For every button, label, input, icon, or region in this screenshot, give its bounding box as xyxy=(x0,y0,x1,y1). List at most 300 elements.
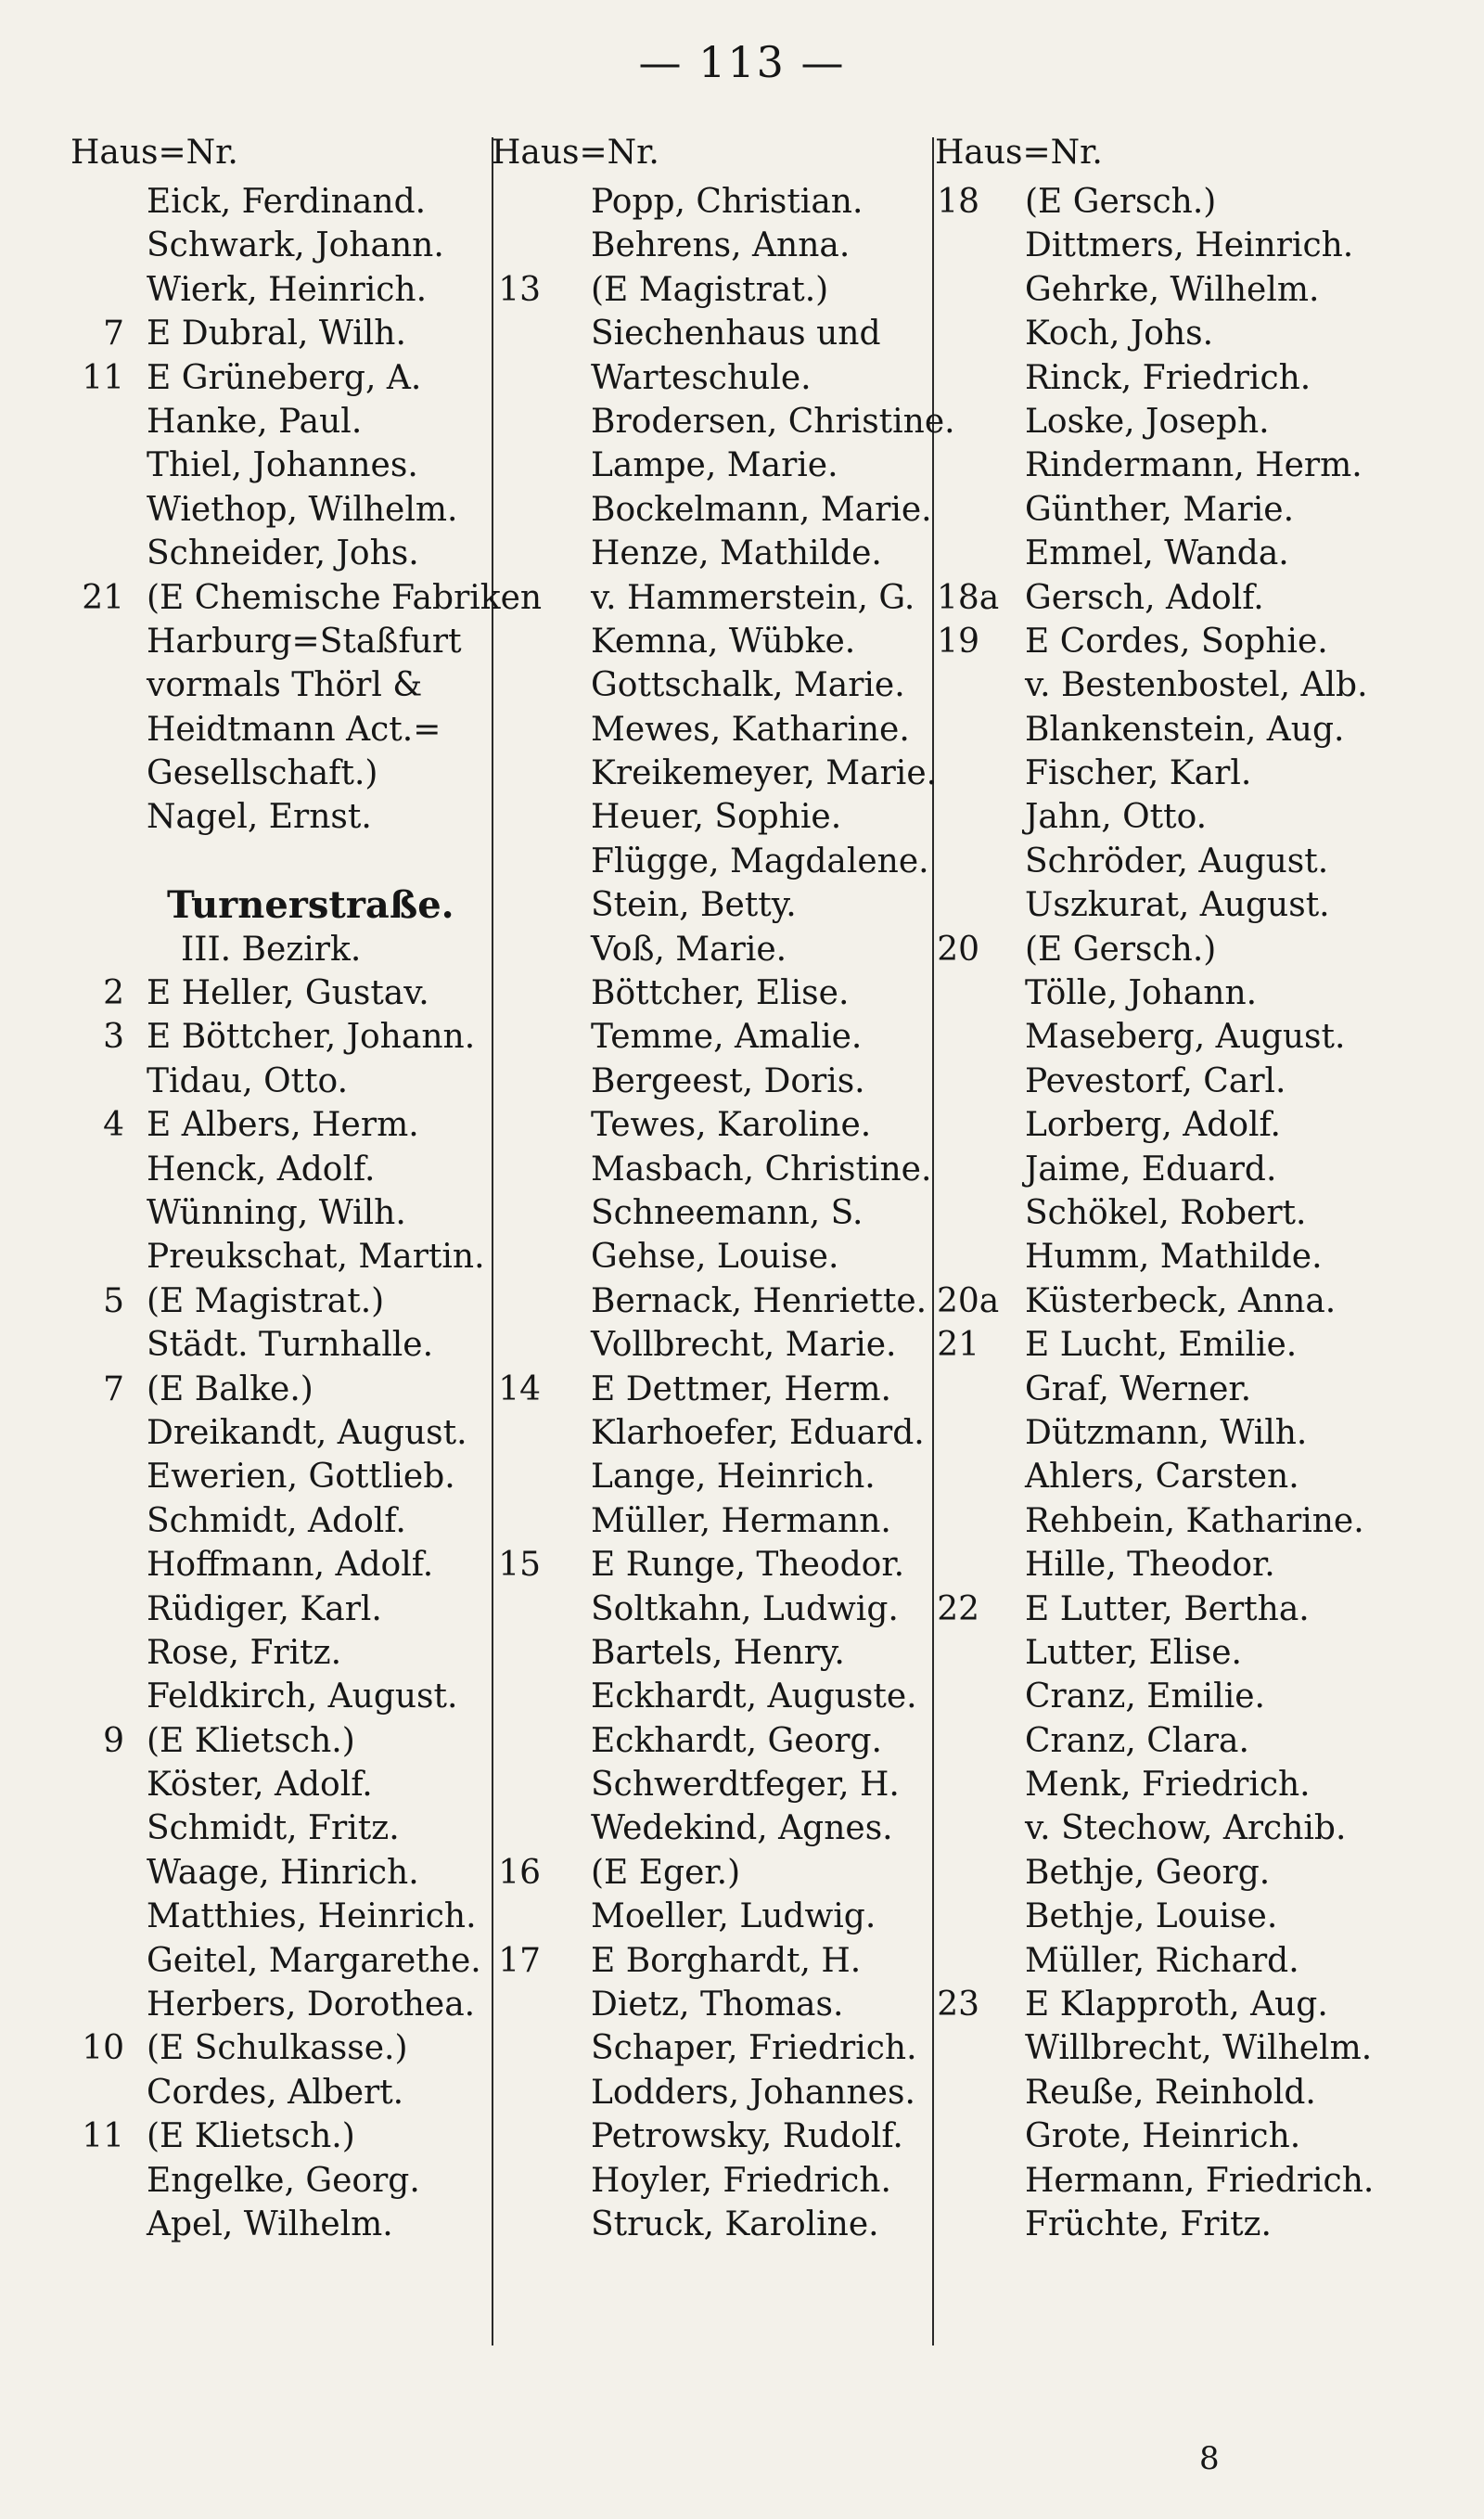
resident-name: Gehrke, Wilhelm. xyxy=(1025,270,1320,309)
directory-entry xyxy=(937,443,1438,487)
resident-name: Früchte, Fritz. xyxy=(1025,2204,1272,2243)
resident-name: (E Chemische Fabriken xyxy=(147,578,543,617)
resident-name: Schmidt, Fritz. xyxy=(147,1809,400,1848)
directory-entry xyxy=(496,1015,937,1059)
resident-name: Schökel, Robert. xyxy=(1025,1193,1307,1232)
house-number: 15 xyxy=(498,1546,541,1585)
directory-entry xyxy=(65,1587,501,1631)
directory-entry xyxy=(937,2026,1438,2070)
directory-entry xyxy=(496,1543,937,1587)
directory-entry xyxy=(937,928,1438,971)
resident-name: (E Gersch.) xyxy=(1025,930,1217,969)
resident-name: Böttcher, Elise. xyxy=(591,974,850,1013)
directory-entry xyxy=(937,752,1438,795)
resident-name: Bergeest, Doris. xyxy=(591,1061,865,1100)
resident-name: (E Eger.) xyxy=(591,1853,741,1892)
resident-name: Gersch, Adolf. xyxy=(1025,578,1264,617)
directory-entry xyxy=(937,1939,1438,1983)
directory-entry xyxy=(65,708,501,752)
directory-entry xyxy=(65,312,501,355)
directory-entry xyxy=(937,1719,1438,1763)
directory-entry xyxy=(65,180,501,224)
resident-name: E Klapproth, Aug. xyxy=(1025,1986,1328,2024)
directory-entry xyxy=(65,1368,501,1411)
directory-entry xyxy=(937,356,1438,400)
directory-entry xyxy=(937,883,1438,927)
house-number: 11 xyxy=(82,358,124,397)
directory-entry xyxy=(496,1499,937,1543)
resident-name: Rinck, Friedrich. xyxy=(1025,358,1311,397)
resident-name: Voß, Marie. xyxy=(591,930,787,969)
directory-entry xyxy=(65,840,501,883)
resident-name: (E Klietsch.) xyxy=(147,2117,355,2156)
directory-entry xyxy=(496,400,955,443)
resident-name: Lange, Heinrich. xyxy=(591,1458,876,1497)
resident-name: v. Hammerstein, G. xyxy=(591,578,915,617)
signature-mark: 8 xyxy=(1199,2440,1220,2477)
directory-entry xyxy=(937,1368,1438,1411)
directory-entry xyxy=(937,1763,1438,1806)
directory-entry xyxy=(65,795,501,839)
resident-name: Apel, Wilhelm. xyxy=(147,2204,393,2243)
directory-entry xyxy=(937,532,1438,575)
directory-entry xyxy=(496,488,937,532)
resident-name: E Dettmer, Herm. xyxy=(591,1369,891,1408)
resident-name: Köster, Adolf. xyxy=(147,1766,373,1805)
resident-name: Engelke, Georg. xyxy=(147,2161,420,2200)
column-header: Haus=Nr. xyxy=(70,134,238,172)
resident-name: Geitel, Margarethe. xyxy=(147,1941,481,1980)
directory-entry xyxy=(65,268,501,312)
resident-name: E Albers, Herm. xyxy=(147,1106,419,1145)
resident-name: v. Stechow, Archib. xyxy=(1025,1809,1347,1848)
directory-entry xyxy=(937,1060,1438,1103)
resident-name: Cranz, Emilie. xyxy=(1025,1677,1265,1716)
directory-entry xyxy=(937,268,1438,312)
directory-entry xyxy=(496,663,937,707)
directory-entry xyxy=(496,2159,937,2203)
resident-name: Uszkurat, August. xyxy=(1025,886,1330,925)
resident-name: Lutter, Elise. xyxy=(1025,1633,1242,1672)
directory-entry xyxy=(65,1060,501,1103)
resident-name: Bethje, Georg. xyxy=(1025,1853,1271,1892)
directory-entry xyxy=(937,2071,1438,2114)
resident-name: E Böttcher, Johann. xyxy=(147,1018,476,1057)
directory-entry xyxy=(65,1323,501,1367)
resident-name: Kemna, Wübke. xyxy=(591,622,856,661)
resident-name: Schmidt, Adolf. xyxy=(147,1501,406,1540)
directory-entry xyxy=(496,2203,937,2246)
resident-name: Müller, Hermann. xyxy=(591,1501,891,1540)
resident-name: Küsterbeck, Anna. xyxy=(1025,1281,1337,1320)
directory-entry xyxy=(937,1587,1438,1631)
resident-name: Lampe, Marie. xyxy=(591,446,838,485)
directory-entry xyxy=(496,1060,937,1103)
directory-entry xyxy=(65,400,501,443)
resident-name: Waage, Hinrich. xyxy=(147,1853,419,1892)
directory-entry xyxy=(937,663,1438,707)
resident-name: Fischer, Karl. xyxy=(1025,754,1252,793)
house-number: 7 xyxy=(103,315,124,353)
resident-name: Schaper, Friedrich. xyxy=(591,2029,917,2068)
district-name: III. Bezirk. xyxy=(181,930,362,969)
resident-name: Lodders, Johannes. xyxy=(591,2073,915,2112)
house-number: 20a xyxy=(937,1281,1000,1320)
directory-entry xyxy=(937,1895,1438,1938)
resident-name: (E Gersch.) xyxy=(1025,183,1217,221)
resident-name: Dützmann, Wilh. xyxy=(1025,1413,1308,1452)
directory-entry xyxy=(65,663,501,707)
house-number: 14 xyxy=(498,1369,541,1408)
resident-name: Henck, Adolf. xyxy=(147,1150,376,1189)
house-number: 20 xyxy=(937,930,979,969)
column-header: Haus=Nr. xyxy=(492,134,659,172)
resident-name: Dietz, Thomas. xyxy=(591,1986,844,2024)
directory-entry xyxy=(937,1015,1438,1059)
page-number: — 113 — xyxy=(638,37,846,87)
directory-entry xyxy=(496,1675,937,1718)
resident-name: Hoyler, Friedrich. xyxy=(591,2161,891,2200)
house-number: 17 xyxy=(498,1941,541,1980)
resident-name: Loske, Joseph. xyxy=(1025,402,1270,441)
directory-entry xyxy=(65,2026,501,2070)
directory-entry xyxy=(496,928,937,971)
directory-entry xyxy=(937,180,1438,224)
resident-name: (E Magistrat.) xyxy=(147,1281,385,1320)
resident-name: Masbach, Christine. xyxy=(591,1150,932,1189)
resident-name: Herbers, Dorothea. xyxy=(147,1986,476,2024)
directory-entry xyxy=(65,1675,501,1718)
resident-name: Soltkahn, Ludwig. xyxy=(591,1589,899,1628)
directory-entry xyxy=(496,443,937,487)
resident-name: Eckhardt, Georg. xyxy=(591,1721,882,1760)
resident-name: Blankenstein, Aug. xyxy=(1025,710,1345,749)
resident-name: Feldkirch, August. xyxy=(147,1677,458,1716)
directory-entry xyxy=(496,268,937,312)
resident-name: Schneemann, S. xyxy=(591,1193,864,1232)
resident-name: Bethje, Louise. xyxy=(1025,1897,1278,1936)
column-entries xyxy=(496,180,955,2246)
house-number: 13 xyxy=(498,270,541,309)
directory-entry xyxy=(496,1455,937,1498)
resident-name: Rindermann, Herm. xyxy=(1025,446,1362,485)
resident-name: Heidtmann Act.= xyxy=(147,710,441,749)
resident-name: Cranz, Clara. xyxy=(1025,1721,1249,1760)
resident-name: Stein, Betty. xyxy=(591,886,797,925)
house-number: 3 xyxy=(103,1018,124,1057)
directory-entry xyxy=(496,840,937,883)
directory-entry xyxy=(65,1279,501,1323)
house-number: 4 xyxy=(103,1106,124,1145)
house-number: 16 xyxy=(498,1853,541,1892)
resident-name: Brodersen, Christine. xyxy=(591,402,955,441)
resident-name: Hermann, Friedrich. xyxy=(1025,2161,1375,2200)
directory-entry xyxy=(937,1631,1438,1675)
house-number: 5 xyxy=(103,1281,124,1320)
directory-entry xyxy=(65,1148,501,1191)
directory-entry xyxy=(65,2203,501,2246)
directory-entry xyxy=(496,1368,937,1411)
resident-name: Tewes, Karoline. xyxy=(591,1106,872,1145)
resident-name: Grote, Heinrich. xyxy=(1025,2117,1301,2156)
directory-entry xyxy=(937,1499,1438,1543)
directory-entry xyxy=(65,1015,501,1059)
directory-entry xyxy=(496,356,937,400)
directory-entry xyxy=(65,488,501,532)
directory-entry xyxy=(65,1499,501,1543)
resident-name: Willbrecht, Wilhelm. xyxy=(1025,2029,1373,2068)
resident-name: Eick, Ferdinand. xyxy=(147,183,427,221)
resident-name: Rüdiger, Karl. xyxy=(147,1589,382,1628)
directory-entry xyxy=(496,1279,937,1323)
directory-entry xyxy=(496,1895,937,1938)
resident-name: Bartels, Henry. xyxy=(591,1633,845,1672)
resident-name: Schwark, Johann. xyxy=(147,226,444,265)
resident-name: Flügge, Magdalene. xyxy=(591,842,929,880)
resident-name: E Runge, Theodor. xyxy=(591,1546,905,1585)
resident-name: E Cordes, Sophie. xyxy=(1025,622,1328,661)
directory-entry xyxy=(937,1411,1438,1455)
directory-entry xyxy=(65,224,501,267)
house-number: 10 xyxy=(82,2029,124,2068)
resident-name: Gehse, Louise. xyxy=(591,1238,839,1277)
directory-entry xyxy=(937,840,1438,883)
directory-entry xyxy=(496,1806,937,1850)
resident-name: (E Magistrat.) xyxy=(591,270,829,309)
resident-name: Graf, Werner. xyxy=(1025,1369,1252,1408)
resident-name: E Heller, Gustav. xyxy=(147,974,429,1013)
resident-name: Emmel, Wanda. xyxy=(1025,534,1289,573)
directory-entry xyxy=(496,1719,937,1763)
resident-name: Jaime, Eduard. xyxy=(1025,1150,1277,1189)
district-label xyxy=(65,928,501,971)
directory-entry xyxy=(65,1851,501,1895)
resident-name: Rehbein, Katharine. xyxy=(1025,1501,1364,1540)
directory-entry xyxy=(937,2159,1438,2203)
resident-name: Müller, Richard. xyxy=(1025,1941,1299,1980)
resident-name: Wierk, Heinrich. xyxy=(147,270,428,309)
resident-name: Ewerien, Gottlieb. xyxy=(147,1458,455,1497)
street-name: Turnerstraße. xyxy=(167,883,454,928)
resident-name: Wedekind, Agnes. xyxy=(591,1809,893,1848)
directory-entry xyxy=(65,2071,501,2114)
directory-entry xyxy=(65,1455,501,1498)
resident-name: Cordes, Albert. xyxy=(147,2073,404,2112)
resident-name: Bockelmann, Marie. xyxy=(591,490,932,529)
resident-name: Tidau, Otto. xyxy=(147,1061,349,1100)
resident-name: Preukschat, Martin. xyxy=(147,1238,485,1277)
resident-name: vormals Thörl & xyxy=(147,666,423,705)
resident-name: Wiethop, Wilhelm. xyxy=(147,490,458,529)
directory-entry xyxy=(65,1763,501,1806)
directory-entry xyxy=(937,1235,1438,1279)
resident-name: Bernack, Henriette. xyxy=(591,1281,928,1320)
resident-name: Moeller, Ludwig. xyxy=(591,1897,876,1936)
directory-entry xyxy=(65,532,501,575)
resident-name: (E Klietsch.) xyxy=(147,1721,355,1760)
directory-entry xyxy=(937,576,1438,620)
directory-entry xyxy=(65,1719,501,1763)
resident-name: Reuße, Reinhold. xyxy=(1025,2073,1316,2112)
directory-entry xyxy=(496,312,937,355)
house-number: 2 xyxy=(103,974,124,1013)
directory-entry xyxy=(496,971,937,1015)
directory-entry xyxy=(496,576,937,620)
house-number: 18 xyxy=(937,183,979,221)
resident-name: Petrowsky, Rudolf. xyxy=(591,2117,903,2156)
directory-entry xyxy=(65,1939,501,1983)
resident-name: Gottschalk, Marie. xyxy=(591,666,905,705)
directory-entry xyxy=(65,1235,501,1279)
resident-name: Thiel, Johannes. xyxy=(147,446,418,485)
resident-name: Pevestorf, Carl. xyxy=(1025,1061,1286,1100)
resident-name: E Lucht, Emilie. xyxy=(1025,1326,1298,1365)
directory-entry xyxy=(937,2203,1438,2246)
directory-entry xyxy=(496,795,937,839)
resident-name: Jahn, Otto. xyxy=(1025,798,1208,837)
directory-entry xyxy=(937,312,1438,355)
resident-name: Lorberg, Adolf. xyxy=(1025,1106,1281,1145)
directory-entry xyxy=(65,1103,501,1147)
directory-entry xyxy=(65,2114,501,2158)
directory-entry xyxy=(496,2026,937,2070)
resident-name: Warteschule. xyxy=(591,358,812,397)
directory-entry xyxy=(937,795,1438,839)
resident-name: Humm, Mathilde. xyxy=(1025,1238,1323,1277)
resident-name: Henze, Mathilde. xyxy=(591,534,882,573)
resident-name: Günther, Marie. xyxy=(1025,490,1295,529)
directory-entry xyxy=(937,224,1438,267)
resident-name: Wünning, Wilh. xyxy=(147,1193,406,1232)
directory-entry xyxy=(937,1806,1438,1850)
resident-name: Behrens, Anna. xyxy=(591,226,851,265)
house-number: 23 xyxy=(937,1986,979,2024)
directory-entry xyxy=(937,1279,1438,1323)
resident-name: Städt. Turnhalle. xyxy=(147,1326,434,1365)
directory-entry xyxy=(496,1763,937,1806)
house-number: 11 xyxy=(82,2117,124,2156)
resident-name: Mewes, Katharine. xyxy=(591,710,910,749)
directory-entry xyxy=(496,2071,937,2114)
directory-entry xyxy=(65,576,543,620)
directory-entry xyxy=(937,971,1438,1015)
directory-entry xyxy=(496,1103,937,1147)
resident-name: Siechenhaus und xyxy=(591,315,881,353)
resident-name: Temme, Amalie. xyxy=(591,1018,863,1057)
directory-entry xyxy=(496,1323,937,1367)
resident-name: Dittmers, Heinrich. xyxy=(1025,226,1354,265)
directory-entry xyxy=(65,443,501,487)
directory-entry xyxy=(496,1191,937,1235)
directory-entry xyxy=(496,883,937,927)
directory-entry xyxy=(65,1895,501,1938)
directory-entry xyxy=(496,1631,937,1675)
resident-name: Hoffmann, Adolf. xyxy=(147,1546,434,1585)
directory-entry xyxy=(65,1631,501,1675)
resident-name: Nagel, Ernst. xyxy=(147,798,372,837)
directory-entry xyxy=(496,1148,937,1191)
directory-entry xyxy=(496,1851,937,1895)
resident-name: Schneider, Johs. xyxy=(147,534,419,573)
directory-entry xyxy=(937,1851,1438,1895)
resident-name: v. Bestenbostel, Alb. xyxy=(1025,666,1368,705)
directory-entry xyxy=(496,2114,937,2158)
resident-name: Schröder, August. xyxy=(1025,842,1329,880)
house-number: 7 xyxy=(103,1369,124,1408)
directory-entry xyxy=(496,1587,937,1631)
resident-name: (E Balke.) xyxy=(147,1369,313,1408)
resident-name: Koch, Johs. xyxy=(1025,315,1214,353)
resident-name: E Borghardt, H. xyxy=(591,1941,862,1980)
resident-name: Ahlers, Carsten. xyxy=(1025,1458,1299,1497)
directory-entry xyxy=(65,356,501,400)
resident-name: Dreikandt, August. xyxy=(147,1413,467,1452)
directory-entry xyxy=(496,1411,937,1455)
directory-entry xyxy=(496,180,937,224)
directory-entry xyxy=(496,1235,937,1279)
resident-name: Kreikemeyer, Marie. xyxy=(591,754,938,793)
resident-name: E Dubral, Wilh. xyxy=(147,315,406,353)
resident-name: Matthies, Heinrich. xyxy=(147,1897,477,1936)
resident-name: Popp, Christian. xyxy=(591,183,864,221)
directory-entry xyxy=(496,224,937,267)
directory-entry xyxy=(65,1411,501,1455)
resident-name: Harburg=Staßfurt xyxy=(147,622,462,661)
directory-entry xyxy=(65,1191,501,1235)
directory-entry xyxy=(937,400,1438,443)
resident-name: Maseberg, August. xyxy=(1025,1018,1346,1057)
directory-entry xyxy=(937,1148,1438,1191)
column-header: Haus=Nr. xyxy=(935,134,1103,172)
directory-entry xyxy=(65,971,501,1015)
directory-entry xyxy=(937,1323,1438,1367)
directory-entry xyxy=(937,1191,1438,1235)
resident-name: Hille, Theodor. xyxy=(1025,1546,1275,1585)
resident-name: Klarhoefer, Eduard. xyxy=(591,1413,925,1452)
directory-entry xyxy=(937,1675,1438,1718)
resident-name: Gesellschaft.) xyxy=(147,754,378,793)
directory-entry xyxy=(937,620,1438,663)
resident-name: Struck, Karoline. xyxy=(591,2204,879,2243)
house-number: 21 xyxy=(82,578,124,617)
directory-entry xyxy=(65,1806,501,1850)
resident-name: Vollbrecht, Marie. xyxy=(591,1326,897,1365)
directory-entry xyxy=(496,708,937,752)
directory-entry xyxy=(937,1543,1438,1587)
street-heading xyxy=(65,883,501,927)
resident-name: Heuer, Sophie. xyxy=(591,798,842,837)
directory-entry xyxy=(65,1983,501,2026)
house-number: 21 xyxy=(937,1326,979,1365)
resident-name: Eckhardt, Auguste. xyxy=(591,1677,917,1716)
resident-name: Schwerdtfeger, H. xyxy=(591,1766,900,1805)
house-number: 18a xyxy=(937,578,1000,617)
resident-name: (E Schulkasse.) xyxy=(147,2029,408,2068)
directory-entry xyxy=(65,752,501,795)
column-entries xyxy=(937,180,1438,2246)
directory-entry xyxy=(496,532,937,575)
directory-entry xyxy=(496,752,937,795)
resident-name: E Lutter, Bertha. xyxy=(1025,1589,1310,1628)
house-number: 19 xyxy=(937,622,979,661)
resident-name: E Grüneberg, A. xyxy=(147,358,422,397)
directory-entry xyxy=(65,2159,501,2203)
resident-name: Menk, Friedrich. xyxy=(1025,1766,1311,1805)
directory-entry xyxy=(496,1983,937,2026)
directory-entry xyxy=(65,620,501,663)
resident-name: Tölle, Johann. xyxy=(1025,974,1258,1013)
directory-entry xyxy=(937,488,1438,532)
